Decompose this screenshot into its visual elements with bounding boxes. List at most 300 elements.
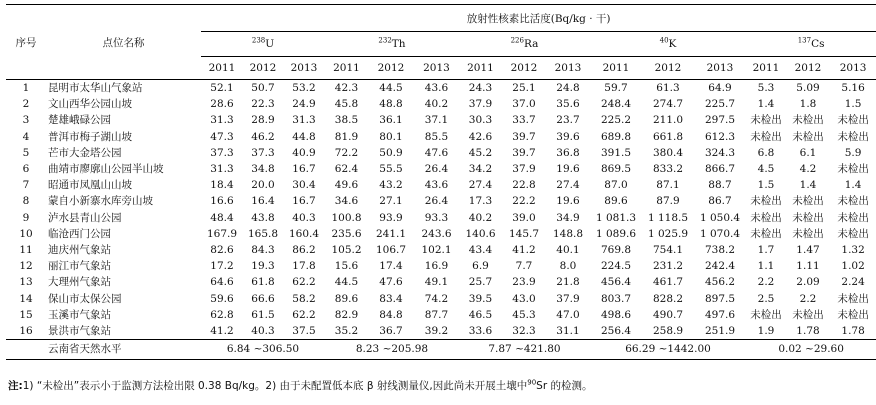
activity-value: 803.7 [600, 292, 632, 305]
activity-value: 4.2 [799, 163, 817, 176]
activity-value: 64.6 [210, 276, 234, 289]
site-name: 昭通市凤凰山山坡 [48, 179, 132, 192]
activity-value: 40.1 [556, 244, 580, 257]
activity-value: 102.1 [421, 244, 452, 257]
row-number: 8 [22, 195, 30, 208]
activity-value: 17.4 [379, 260, 403, 273]
activity-value: 未检出 [750, 114, 782, 127]
activity-value: 248.4 [600, 98, 632, 111]
nuclide-mass: 226 [510, 36, 524, 45]
radioactivity-table-container [6, 4, 869, 360]
activity-value: 64.9 [708, 82, 732, 94]
activity-value: 17.3 [468, 195, 493, 208]
activity-value: 16.7 [292, 195, 316, 208]
nuclide-symbol: Ra [523, 38, 539, 50]
activity-value: 39.2 [424, 325, 449, 338]
activity-value: 26.4 [424, 195, 449, 208]
row-number: 4 [22, 130, 30, 143]
year-header: 2013 [830, 57, 876, 80]
activity-value: 未检出 [837, 227, 869, 240]
activity-value: 未检出 [837, 114, 869, 127]
table-row [6, 258, 876, 274]
activity-value: 45.2 [468, 146, 493, 159]
activity-value: 85.5 [424, 130, 449, 143]
activity-value: 36.7 [379, 325, 403, 338]
nuclide-symbol: K [668, 38, 677, 50]
site-name: 景洪市气象站 [48, 325, 111, 338]
row-number: 13 [19, 276, 33, 289]
nuclide-header [590, 32, 746, 57]
activity-value: 37.1 [424, 114, 449, 127]
activity-value: 498.6 [600, 308, 632, 321]
row-number: 15 [19, 308, 33, 321]
footnote-text-1: 1) “未检出”表示小于监测方法检出限 0.38 Bq/kg。2) 由于未配置低本底 β 射线测量仪,因此尚未开展土壤中 [22, 380, 528, 392]
activity-value: 27.1 [379, 195, 403, 208]
activity-value: 1.5 [844, 98, 862, 111]
year-header: 2013 [283, 57, 325, 80]
table-row [6, 145, 876, 161]
activity-value: 738.2 [704, 244, 736, 257]
activity-value: 47.6 [424, 146, 449, 159]
activity-value: 45.8 [334, 98, 359, 111]
activity-value: 490.7 [652, 308, 684, 321]
activity-value: 未检出 [792, 211, 824, 224]
header-row-group [6, 5, 876, 32]
footnote-text-2: Sr 的检测。 [536, 380, 593, 392]
activity-value: 47.0 [556, 308, 580, 321]
activity-value: 224.5 [600, 260, 632, 273]
activity-value: 258.9 [652, 325, 684, 338]
activity-value: 未检出 [837, 308, 869, 321]
year-header: 2012 [642, 57, 694, 80]
site-name: 文山西华公园山坡 [48, 98, 132, 111]
activity-value: 37.3 [210, 146, 234, 159]
activity-value: 16.9 [424, 260, 449, 273]
activity-value: 72.2 [334, 146, 359, 159]
activity-value: 689.8 [600, 130, 632, 143]
activity-value: 4.5 [757, 163, 775, 176]
activity-value: 38.5 [334, 114, 359, 127]
site-name: 楚雄峨碌公园 [48, 114, 111, 127]
table-row [6, 242, 876, 258]
activity-value: 897.5 [704, 292, 736, 305]
activity-value: 82.6 [210, 244, 234, 257]
activity-value: 39.7 [512, 130, 536, 143]
table-row [6, 274, 876, 290]
activity-value: 34.9 [556, 211, 580, 224]
activity-value: 106.7 [375, 244, 407, 257]
activity-value: 35.6 [556, 98, 580, 111]
site-name: 迪庆州气象站 [48, 244, 111, 257]
activity-value: 833.2 [652, 163, 684, 176]
activity-value: 1.8 [799, 98, 817, 111]
row-number: 9 [22, 211, 30, 224]
activity-value: 1 118.5 [647, 211, 689, 224]
activity-value: 未检出 [792, 114, 824, 127]
activity-value: 50.9 [379, 146, 403, 159]
activity-value: 1.7 [757, 244, 775, 257]
activity-value: 242.4 [704, 260, 736, 273]
nuclide-mass: 238 [251, 36, 266, 45]
site-name: 丽江市气象站 [48, 260, 111, 273]
activity-value: 43.4 [468, 244, 493, 257]
site-name: 泸水县青山公园 [48, 211, 122, 224]
activity-value: 未检出 [750, 308, 782, 321]
table-row [6, 96, 876, 112]
activity-value: 52.1 [210, 82, 234, 94]
nuclide-header [201, 32, 325, 57]
activity-value: 6.1 [799, 146, 817, 159]
table-row [6, 307, 876, 323]
year-header: 2012 [786, 57, 830, 80]
activity-value: 未检出 [750, 211, 782, 224]
activity-value: 未检出 [837, 195, 869, 208]
activity-value: 83.4 [379, 292, 403, 305]
activity-value: 148.8 [552, 227, 584, 240]
activity-value: 24.9 [292, 98, 316, 111]
activity-value: 19.6 [556, 163, 580, 176]
site-name: 保山市太保公园 [48, 292, 122, 305]
activity-value: 93.3 [424, 211, 449, 224]
activity-value: 47.3 [210, 130, 234, 143]
activity-value: 211.0 [652, 114, 684, 127]
activity-value: 25.7 [468, 276, 493, 289]
year-header: 2011 [201, 57, 243, 80]
activity-value: 39.0 [512, 211, 536, 224]
activity-value: 50.7 [251, 82, 275, 94]
row-number: 11 [19, 244, 33, 257]
activity-value: 140.6 [465, 227, 496, 240]
activity-value: 82.9 [334, 308, 359, 321]
activity-value: 5.3 [757, 82, 775, 94]
activity-value: 34.8 [251, 163, 275, 176]
activity-value: 1 081.3 [595, 211, 637, 224]
activity-value: 34.2 [468, 163, 493, 176]
activity-value: 1.47 [796, 244, 820, 257]
activity-value: 612.3 [704, 130, 736, 143]
activity-value: 1.78 [796, 325, 820, 338]
activity-value: 28.6 [210, 98, 234, 111]
table-row [6, 112, 876, 128]
table-body [6, 80, 876, 340]
activity-value: 59.7 [604, 82, 628, 94]
activity-value: 43.8 [251, 211, 275, 224]
activity-value: 43.2 [379, 179, 403, 192]
table-row [6, 323, 876, 340]
activity-value: 36.1 [379, 114, 403, 127]
activity-value: 20.0 [251, 179, 275, 192]
summary-label: 云南省天然水平 [46, 340, 201, 360]
activity-value: 5.9 [844, 146, 862, 159]
activity-value: 241.1 [375, 227, 407, 240]
activity-value: 165.8 [247, 227, 279, 240]
activity-value: 37.5 [292, 325, 316, 338]
row-number: 6 [22, 163, 30, 176]
row-number: 7 [22, 179, 30, 192]
activity-value: 22.3 [251, 98, 275, 111]
table-row [6, 161, 876, 177]
activity-value: 42.3 [334, 82, 359, 94]
site-name: 昆明市太华山气象站 [48, 82, 143, 94]
activity-value: 37.3 [251, 146, 275, 159]
activity-value: 58.2 [292, 292, 316, 305]
activity-value: 235.6 [331, 227, 362, 240]
row-number: 10 [19, 227, 33, 240]
activity-value: 497.6 [704, 308, 736, 321]
activity-value: 47.6 [379, 276, 403, 289]
activity-value: 5.16 [841, 82, 865, 94]
activity-value: 160.4 [288, 227, 320, 240]
activity-value: 231.2 [652, 260, 684, 273]
radioactivity-table [6, 4, 876, 360]
activity-value: 324.3 [704, 146, 736, 159]
activity-value: 23.7 [556, 114, 580, 127]
activity-value: 456.2 [704, 276, 736, 289]
activity-value: 19.6 [556, 195, 580, 208]
nuclide-header [459, 32, 590, 57]
nuclide-symbol: Cs [811, 38, 825, 50]
activity-value: 44.5 [334, 276, 359, 289]
activity-value: 15.6 [334, 260, 359, 273]
activity-value: 44.5 [379, 82, 403, 94]
activity-value: 661.8 [652, 130, 684, 143]
activity-value: 7.7 [515, 260, 533, 273]
activity-value: 145.7 [508, 227, 540, 240]
activity-value: 62.2 [292, 308, 316, 321]
activity-value: 49.1 [424, 276, 449, 289]
activity-value: 33.7 [512, 114, 536, 127]
activity-value: 61.8 [251, 276, 275, 289]
row-number: 16 [19, 325, 33, 338]
activity-value: 49.6 [334, 179, 359, 192]
activity-value: 16.6 [210, 195, 234, 208]
nuclide-header [746, 32, 876, 57]
site-name: 临沧西门公园 [48, 227, 111, 240]
natural-level-range: 0.02 ~29.60 [746, 340, 876, 360]
activity-value: 243.6 [421, 227, 452, 240]
activity-value: 16.4 [251, 195, 275, 208]
activity-value: 19.3 [251, 260, 275, 273]
activity-value: 391.5 [600, 146, 632, 159]
site-name: 蒙自小新寨水库旁山坡 [48, 195, 153, 208]
year-header: 2011 [325, 57, 368, 80]
year-header: 2011 [590, 57, 642, 80]
activity-value: 61.3 [656, 82, 680, 94]
activity-value: 41.2 [512, 244, 536, 257]
activity-value: 456.4 [600, 276, 632, 289]
activity-value: 18.4 [210, 179, 234, 192]
activity-value: 256.4 [600, 325, 632, 338]
site-name: 大理州气象站 [48, 276, 111, 289]
activity-value: 34.6 [334, 195, 359, 208]
activity-value: 1 070.4 [699, 227, 741, 240]
activity-value: 754.1 [652, 244, 684, 257]
activity-value: 未检出 [792, 130, 824, 143]
activity-value: 100.8 [331, 211, 362, 224]
footnote-lead: 注: [8, 380, 23, 392]
activity-value: 43.6 [424, 179, 449, 192]
year-header: 2013 [414, 57, 459, 80]
activity-value: 1.02 [841, 260, 865, 273]
activity-value: 2.2 [799, 292, 817, 305]
activity-value: 1.5 [757, 179, 775, 192]
row-number: 1 [22, 82, 30, 94]
activity-value: 35.2 [334, 325, 359, 338]
activity-value: 41.2 [210, 325, 234, 338]
table-row [6, 129, 876, 145]
activity-value: 39.7 [512, 146, 536, 159]
activity-value: 25.1 [512, 82, 536, 94]
activity-value: 380.4 [652, 146, 684, 159]
activity-value: 40.9 [292, 146, 316, 159]
activity-value: 未检出 [750, 195, 782, 208]
activity-value: 32.3 [512, 325, 536, 338]
activity-value: 2.2 [757, 276, 775, 289]
activity-value: 89.6 [334, 292, 359, 305]
nuclide-symbol: Th [391, 38, 406, 50]
activity-value: 87.7 [424, 308, 449, 321]
activity-value: 93.9 [379, 211, 403, 224]
activity-value: 30.4 [292, 179, 316, 192]
activity-value: 28.9 [251, 114, 275, 127]
nuclide-mass: 40 [659, 36, 669, 45]
footnote-sr-mass: 90 [527, 378, 537, 387]
row-number: 12 [19, 260, 33, 273]
activity-value: 274.7 [652, 98, 684, 111]
activity-value: 未检出 [792, 195, 824, 208]
activity-value: 1.1 [757, 260, 775, 273]
activity-value: 87.0 [604, 179, 628, 192]
summary-row [6, 340, 876, 360]
activity-value: 62.8 [210, 308, 234, 321]
activity-value: 1.4 [844, 179, 862, 192]
row-number: 2 [22, 98, 30, 111]
activity-value: 1.4 [757, 98, 775, 111]
activity-value: 251.9 [704, 325, 736, 338]
activity-value: 86.7 [708, 195, 732, 208]
activity-value: 30.3 [468, 114, 493, 127]
activity-value: 40.3 [292, 211, 316, 224]
activity-value: 31.3 [292, 114, 316, 127]
site-name: 普洱市梅子湖山坡 [48, 130, 132, 143]
activity-value: 66.6 [251, 292, 275, 305]
activity-value: 167.9 [206, 227, 238, 240]
activity-value: 225.2 [600, 114, 632, 127]
activity-value: 未检出 [750, 130, 782, 143]
activity-value: 87.9 [656, 195, 680, 208]
activity-value: 未检出 [837, 163, 869, 176]
activity-value: 46.2 [251, 130, 275, 143]
year-header: 2013 [694, 57, 746, 80]
activity-value: 2.5 [757, 292, 775, 305]
activity-value: 53.2 [292, 82, 316, 94]
activity-value: 37.9 [468, 98, 493, 111]
activity-value: 42.6 [468, 130, 493, 143]
activity-value: 27.4 [468, 179, 493, 192]
table-row [6, 210, 876, 226]
activity-value: 22.2 [512, 195, 536, 208]
activity-value: 31.3 [210, 114, 234, 127]
natural-level-range: 8.23 ~205.98 [325, 340, 459, 360]
activity-value: 46.5 [468, 308, 493, 321]
natural-level-range: 7.87 ~421.80 [459, 340, 590, 360]
natural-level-range: 6.84 ~306.50 [201, 340, 325, 360]
activity-value: 未检出 [837, 130, 869, 143]
activity-value: 297.5 [704, 114, 736, 127]
activity-value: 59.6 [210, 292, 234, 305]
activity-value: 未检出 [792, 227, 824, 240]
table-row [6, 291, 876, 307]
activity-value: 44.8 [292, 130, 316, 143]
nuclide-mass: 232 [378, 36, 392, 45]
site-name: 曲靖市廖廓山公园半山坡 [48, 163, 164, 176]
activity-value: 33.6 [468, 325, 493, 338]
activity-value: 84.8 [379, 308, 403, 321]
activity-value: 未检出 [837, 211, 869, 224]
activity-value: 40.2 [468, 211, 493, 224]
activity-value: 21.8 [556, 276, 580, 289]
natural-level-range: 66.29 ~1442.00 [590, 340, 746, 360]
year-header: 2011 [459, 57, 502, 80]
table-row [6, 226, 876, 242]
activity-value: 461.7 [652, 276, 684, 289]
site-name: 芒市大金塔公园 [48, 146, 122, 159]
activity-value: 40.3 [251, 325, 275, 338]
activity-value: 24.8 [556, 82, 580, 94]
group-header: 放射性核素比活度(Bq/kg · 干) [201, 5, 876, 32]
activity-value: 17.8 [292, 260, 316, 273]
year-header: 2012 [368, 57, 414, 80]
row-number: 3 [22, 114, 30, 127]
activity-value: 55.5 [379, 163, 403, 176]
activity-value: 1 025.9 [647, 227, 689, 240]
activity-value: 1.11 [796, 260, 820, 273]
activity-value: 23.9 [512, 276, 536, 289]
activity-value: 866.7 [704, 163, 736, 176]
activity-value: 48.4 [210, 211, 234, 224]
activity-value: 31.3 [210, 163, 234, 176]
table-row [6, 80, 876, 97]
activity-value: 未检出 [750, 227, 782, 240]
activity-value: 31.1 [556, 325, 580, 338]
activity-value: 5.09 [796, 82, 820, 94]
table-row [6, 177, 876, 193]
activity-value: 62.2 [292, 276, 316, 289]
activity-value: 37.9 [512, 163, 536, 176]
activity-value: 48.8 [379, 98, 403, 111]
activity-value: 80.1 [379, 130, 403, 143]
activity-value: 24.3 [468, 82, 493, 94]
activity-value: 27.4 [556, 179, 580, 192]
seq-header: 序号 [6, 5, 46, 80]
activity-value: 39.6 [556, 130, 580, 143]
activity-value: 43.6 [424, 82, 449, 94]
nuclide-header [325, 32, 459, 57]
activity-value: 828.2 [652, 292, 684, 305]
activity-value: 17.2 [210, 260, 234, 273]
activity-value: 62.4 [334, 163, 359, 176]
activity-value: 2.24 [841, 276, 865, 289]
activity-value: 16.7 [292, 163, 316, 176]
activity-value: 22.8 [512, 179, 536, 192]
year-header: 2013 [546, 57, 590, 80]
activity-value: 6.9 [472, 260, 489, 273]
activity-value: 6.8 [757, 146, 775, 159]
activity-value: 61.5 [251, 308, 275, 321]
year-header: 2011 [746, 57, 786, 80]
site-header: 点位名称 [46, 5, 201, 80]
year-header: 2012 [243, 57, 283, 80]
